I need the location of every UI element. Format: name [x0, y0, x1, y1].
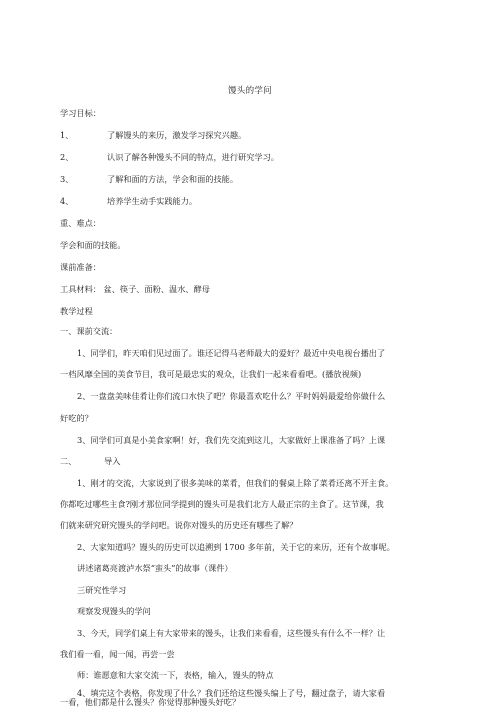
- paragraph-1-line-1: 1、同学们，昨天咱们见过面了。谁还记得马老师最大的爱好？最近中央电视台播出了: [77, 348, 386, 358]
- objective-1-text: 了解馒头的来历，激发学习探究兴趣。: [107, 130, 247, 140]
- paragraph-7-line-1: 4、填完这个表格，你发现了什么？我们还给这些馒头编上了号，翻过盘子，请大家看: [77, 688, 386, 698]
- paragraph-2-line-2: 好吃的？: [60, 413, 93, 423]
- paragraph-2-line-1: 2、一盘盘美味佳肴让你们流口水快了吧？你最喜欢吃什么？平时妈妈最爱给你做什么: [77, 391, 386, 401]
- key-points-text: 学会和面的技能。: [60, 240, 126, 250]
- objective-3-number: 3、: [60, 174, 74, 184]
- paragraph-6-line-2: 我们看一看，闻一闻，再尝一尝: [60, 649, 175, 659]
- objective-2-text: 认识了解各种馒头不同的特点，进行研究学习。: [107, 152, 279, 162]
- paragraph-5-line-1: 2、大家知道吗？馒头的历史可以追溯到 1700 多年前，关于它的来历，还有个故事呢。: [77, 542, 395, 552]
- paragraph-6-line-1: 3、今天，同学们桌上有大家带来的馒头，让我们来看看，这些馒头有什么不一样？让: [77, 628, 386, 638]
- preparation-heading: 课前准备：: [60, 262, 101, 272]
- paragraph-3-line-1: 3、同学们可真是小美食家啊！好，我们先交流到这儿，大家做好上课准备了吗？上课: [77, 435, 386, 445]
- objective-4-text: 培养学生动手实践能力。: [107, 196, 198, 206]
- paragraph-4-line-2: 你都吃过哪些主食?刚才那位同学提到的馒头可是我们北方人最正宗的主食了。这节课，我: [60, 499, 384, 509]
- paragraph-7-line-2: 一看，他们都是什么馒头？你觉得那种馒头好吃？: [60, 697, 241, 707]
- page-title: 馒头的学问: [227, 86, 272, 96]
- process-heading: 教学过程: [60, 306, 93, 316]
- section-2-heading: 导入: [104, 456, 121, 466]
- objective-4-number: 4、: [60, 196, 74, 206]
- teacher-line: 师：谁愿意和大家交流一下，表格，输入，馒头的特点: [77, 670, 274, 680]
- section-3-heading: 三研究性学习: [77, 585, 127, 595]
- objective-1-number: 1、: [60, 130, 74, 140]
- section-2-number: 二、: [60, 456, 77, 466]
- paragraph-4-line-1: 1、刚才的交流，大家说到了很多美味的菜肴，但我们的餐桌上除了菜肴还离不开主食。: [77, 478, 394, 488]
- objectives-heading: 学习目标：: [60, 108, 101, 118]
- paragraph-4-line-3: 们就来研究研究馒头的学问吧。说你对馒头的历史还有哪些了解？: [60, 520, 298, 530]
- section-1-heading: 一、课前交流：: [60, 326, 118, 336]
- section-3-subheading: 观察发现馒头的学问: [77, 606, 151, 616]
- paragraph-1-line-2: 一档风靡全国的美食节目，我可是最忠实的观众，让我们一起来看看吧。(播放视频): [60, 369, 362, 379]
- objective-3-text: 了解和面的方法，学会和面的技能。: [107, 174, 239, 184]
- objective-2-number: 2、: [60, 152, 74, 162]
- paragraph-5-line-2: 讲述诸葛亮渡泸水祭“蛮头”的故事（课件）: [77, 563, 233, 573]
- key-points-heading: 重、难点：: [60, 218, 101, 228]
- tools-materials: 工具材料： 盆、筷子、面粉、温水、酵母: [60, 284, 210, 294]
